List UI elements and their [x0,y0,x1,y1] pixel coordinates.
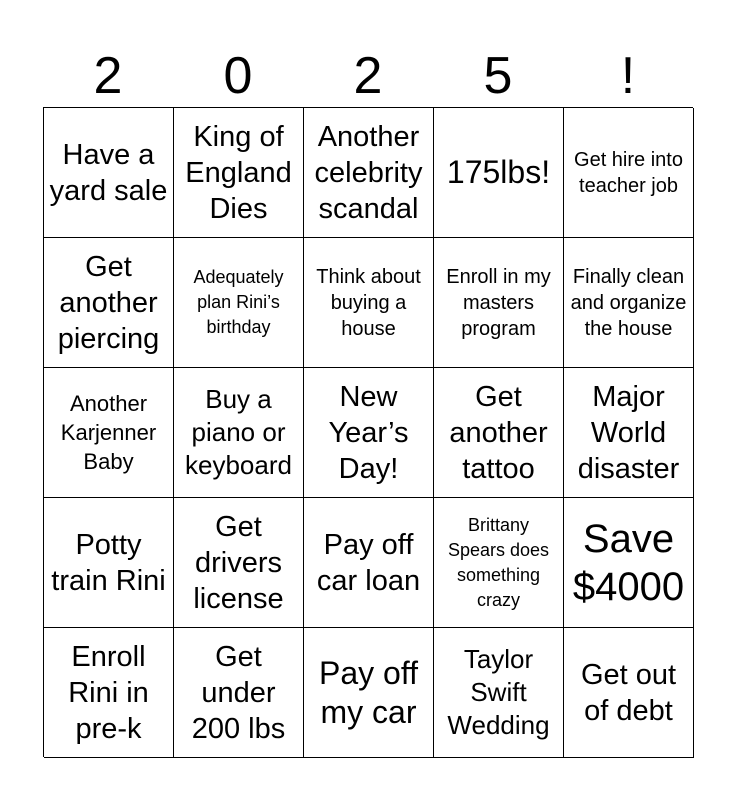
bingo-cell[interactable]: Have a yard sale [44,108,174,238]
bingo-header [43,48,693,104]
bingo-cell[interactable]: Think about buying a house [304,238,434,368]
bingo-cell[interactable]: Brittany Spears does something crazy [434,498,564,628]
bingo-cell[interactable]: Potty train Rini [44,498,174,628]
bingo-cell[interactable]: Pay off car loan [304,498,434,628]
bingo-cell[interactable]: Buy a piano or keyboard [174,368,304,498]
bingo-cell[interactable]: Another Karjenner Baby [44,368,174,498]
bingo-cell[interactable]: Another celebrity scandal [304,108,434,238]
bingo-cell[interactable]: Get under 200 lbs [174,628,304,758]
bingo-cell[interactable]: Pay off my car [304,628,434,758]
bingo-cell[interactable]: Get another piercing [44,238,174,368]
bingo-card [43,107,693,757]
header-digit-2: 2 [93,47,123,105]
bingo-cell[interactable]: Get drivers license [174,498,304,628]
bingo-cell[interactable]: King of England Dies [174,108,304,238]
bingo-cell[interactable]: Adequately plan Rini’s birthday [174,238,304,368]
bingo-cell[interactable]: Enroll in my masters program [434,238,564,368]
bingo-cell[interactable]: Taylor Swift Wedding [434,628,564,758]
bingo-cell[interactable]: New Year’s Day! [304,368,434,498]
bingo-cell[interactable]: Get another tattoo [434,368,564,498]
bingo-cell[interactable]: Finally clean and organize the house [564,238,694,368]
bingo-cell[interactable]: 175lbs! [434,108,564,238]
header-digit-2b: 2 [353,47,383,105]
header-digit-0: 0 [223,47,253,105]
header-exclamation: ! [620,47,636,105]
bingo-cell[interactable]: Major World disaster [564,368,694,498]
bingo-cell[interactable]: Get hire into teacher job [564,108,694,238]
bingo-cell[interactable]: Enroll Rini in pre-k [44,628,174,758]
header-digit-5: 5 [483,47,513,105]
bingo-cell[interactable]: Save $4000 [564,498,694,628]
bingo-cell[interactable]: Get out of debt [564,628,694,758]
